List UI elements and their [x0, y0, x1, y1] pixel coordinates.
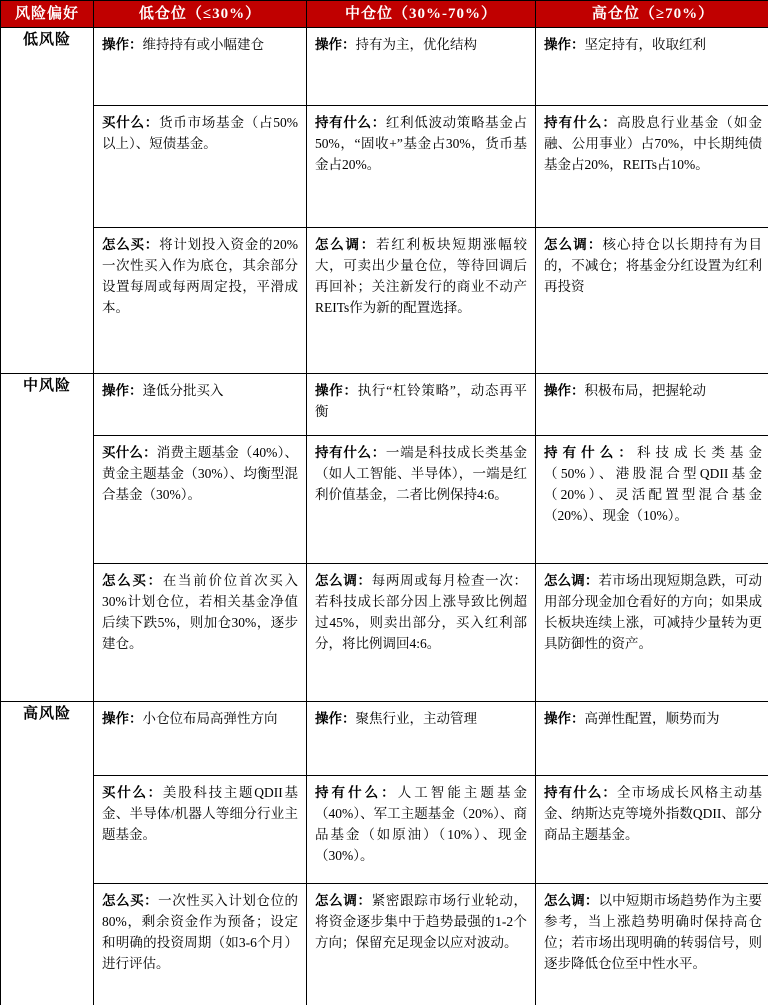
- block-how-adjust: [536, 228, 768, 373]
- block-how-adjust: [536, 564, 768, 701]
- header-low-position: 低仓位（≤30%）: [94, 1, 307, 28]
- block-how-adjust: [307, 228, 535, 373]
- header-high-position: 高仓位（≥70%）: [536, 1, 768, 28]
- label-operation: 操作：: [315, 37, 356, 52]
- text-how-buy: 在当前价位首次买入30%计划仓位，若相关基金净值后续下跌5%，则加仓30%，逐步建仓。: [102, 573, 299, 651]
- block-how-buy: [94, 884, 306, 1005]
- block-operation: [94, 28, 306, 106]
- text-hold-what: 高股息行业基金（如金融、公用事业）占70%，中长期纯债基金占20%，REITs占10%。: [544, 115, 763, 172]
- label-hold-what: 持有什么：: [315, 785, 398, 800]
- cell-mid-risk-high-position: [536, 374, 768, 702]
- block-how-buy: [94, 228, 306, 373]
- label-buy-what: 买什么：: [102, 115, 160, 130]
- text-how-adjust: 每两周或每月检查一次：若科技成长部分因上涨导致比例超过45%，则卖出部分，买入红利部分，将比例调回4:6。: [315, 573, 528, 651]
- block-operation: [307, 702, 535, 776]
- label-how-buy: 怎么买：: [102, 237, 160, 252]
- text-hold-what: 全市场成长风格主动基金、纳斯达克等境外指数QDII、部分商品主题基金。: [544, 785, 763, 842]
- block-how-adjust: [307, 884, 535, 1005]
- text-hold-what: 一端是科技成长类基金（如人工智能、半导体），一端是红利价值基金，二者比例保持4:6。: [315, 445, 528, 502]
- text-how-adjust: 以中短期市场趋势作为主要参考，当上涨趋势明确时保持高仓位；若市场出现明确的转弱信号，则逐步降低仓位至中性水平。: [544, 893, 763, 971]
- cell-high-risk-low-position: [94, 702, 307, 1005]
- block-buy-what: [94, 776, 306, 884]
- block-hold-what: [536, 436, 768, 564]
- cell-low-risk-high-position: [536, 28, 768, 374]
- text-operation: 小仓位布局高弹性方向: [142, 711, 278, 726]
- label-how-adjust: 怎么调：: [315, 237, 377, 252]
- text-operation: 积极布局，把握轮动: [584, 383, 706, 398]
- block-buy-what: [94, 106, 306, 228]
- cell-mid-risk-low-position: [94, 374, 307, 702]
- block-operation: [536, 28, 768, 106]
- text-operation: 维持持有或小幅建仓: [142, 37, 264, 52]
- row-label-mid-risk: 中风险: [1, 374, 94, 702]
- block-hold-what: [307, 436, 535, 564]
- cell-high-risk-high-position: [536, 702, 768, 1005]
- text-how-buy: 一次性买入计划仓位的80%，剩余资金作为预备；设定和明确的投资周期（如3-6个月）进行评估。: [102, 893, 299, 971]
- table-row: [1, 28, 768, 374]
- table-header: [1, 1, 768, 28]
- text-buy-what: 货币市场基金（占50%以上）、短债基金。: [102, 115, 299, 151]
- cell-high-risk-mid-position: [307, 702, 536, 1005]
- block-how-buy: [94, 564, 306, 701]
- label-operation: 操作：: [544, 711, 585, 726]
- text-operation: 执行“杠铃策略”，动态再平衡: [315, 383, 527, 419]
- cell-low-risk-low-position: [94, 28, 307, 374]
- label-operation: 操作：: [315, 383, 358, 398]
- label-operation: 操作：: [315, 711, 356, 726]
- label-buy-what: 买什么：: [102, 785, 163, 800]
- block-how-adjust: [536, 884, 768, 1005]
- block-how-adjust: [307, 564, 535, 701]
- header-row: [1, 1, 768, 28]
- text-how-adjust: 若市场出现短期急跌，可动用部分现金加仓看好的方向；如果成长板块连续上涨，可减持少量转为更具防御性的资产。: [544, 573, 763, 651]
- label-operation: 操作：: [102, 711, 143, 726]
- label-operation: 操作：: [544, 37, 585, 52]
- block-hold-what: [536, 776, 768, 884]
- text-how-buy: 将计划投入资金的20%一次性买入作为底仓，其余部分设置每周或每两周定投，平滑成本。: [102, 237, 299, 315]
- text-how-adjust: 紧密跟踪市场行业轮动，将资金逐步集中于趋势最强的1-2个方向；保留充足现金以应对波动。: [315, 893, 528, 950]
- block-operation: [94, 374, 306, 436]
- block-operation: [307, 28, 535, 106]
- label-buy-what: 买什么：: [102, 445, 157, 460]
- cell-low-risk-mid-position: [307, 28, 536, 374]
- block-hold-what: [307, 776, 535, 884]
- block-operation: [307, 374, 535, 436]
- label-hold-what: 持有什么：: [544, 785, 618, 800]
- label-hold-what: 持有什么：: [315, 445, 386, 460]
- text-buy-what: 美股科技主题QDII基金、半导体/机器人等细分行业主题基金。: [102, 785, 299, 842]
- block-operation: [536, 702, 768, 776]
- block-operation: [536, 374, 768, 436]
- row-label-high-risk: 高风险: [1, 702, 94, 1005]
- label-operation: 操作：: [544, 383, 585, 398]
- text-buy-what: 消费主题基金（40%）、黄金主题基金（30%）、均衡型混合基金（30%）。: [102, 445, 299, 502]
- block-hold-what: [307, 106, 535, 228]
- row-label-low-risk: 低风险: [1, 28, 94, 374]
- text-operation: 坚定持有，收取红利: [584, 37, 706, 52]
- label-how-adjust: 怎么调：: [315, 893, 372, 908]
- label-how-adjust: 怎么调：: [544, 893, 599, 908]
- text-how-adjust: 若红利板块短期涨幅较大，可卖出少量仓位，等待回调后再回补；关注新发行的商业不动产REITs作为新的配置选择。: [315, 237, 528, 315]
- label-operation: 操作：: [102, 383, 143, 398]
- table-row: [1, 374, 768, 702]
- label-how-adjust: 怎么调：: [544, 573, 599, 588]
- block-hold-what: [536, 106, 768, 228]
- header-risk-preference: 风险偏好: [1, 1, 94, 28]
- label-how-adjust: 怎么调：: [544, 237, 603, 252]
- block-operation: [94, 702, 306, 776]
- text-operation: 逢低分批买入: [142, 383, 224, 398]
- text-hold-what: 人工智能主题基金（40%）、军工主题基金（20%）、商品基金（如原油）（10%）、现金（30%）。: [315, 785, 528, 863]
- label-how-buy: 怎么买：: [102, 893, 159, 908]
- text-how-adjust: 核心持仓以长期持有为目的，不减仓；将基金分红设置为红利再投资: [544, 237, 763, 294]
- header-mid-position: 中仓位（30%-70%）: [307, 1, 536, 28]
- text-hold-what: 红利低波动策略基金占50%，“固收+”基金占30%，货币基金占20%。: [315, 115, 528, 172]
- text-operation: 持有为主，优化结构: [355, 37, 477, 52]
- text-operation: 高弹性配置，顺势而为: [584, 711, 720, 726]
- block-buy-what: [94, 436, 306, 564]
- label-hold-what: 持有什么：: [315, 115, 386, 130]
- label-how-adjust: 怎么调：: [315, 573, 372, 588]
- label-operation: 操作：: [102, 37, 143, 52]
- text-operation: 聚焦行业，主动管理: [355, 711, 477, 726]
- label-hold-what: 持有什么：: [544, 445, 637, 460]
- label-hold-what: 持有什么：: [544, 115, 618, 130]
- text-hold-what: 科技成长类基金（50%）、港股混合型QDII基金（20%）、灵活配置型混合基金（20%）、现金（10%）。: [544, 445, 763, 523]
- cell-mid-risk-mid-position: [307, 374, 536, 702]
- label-how-buy: 怎么买：: [102, 573, 163, 588]
- table-body: [1, 28, 768, 1005]
- table-row: [1, 702, 768, 1005]
